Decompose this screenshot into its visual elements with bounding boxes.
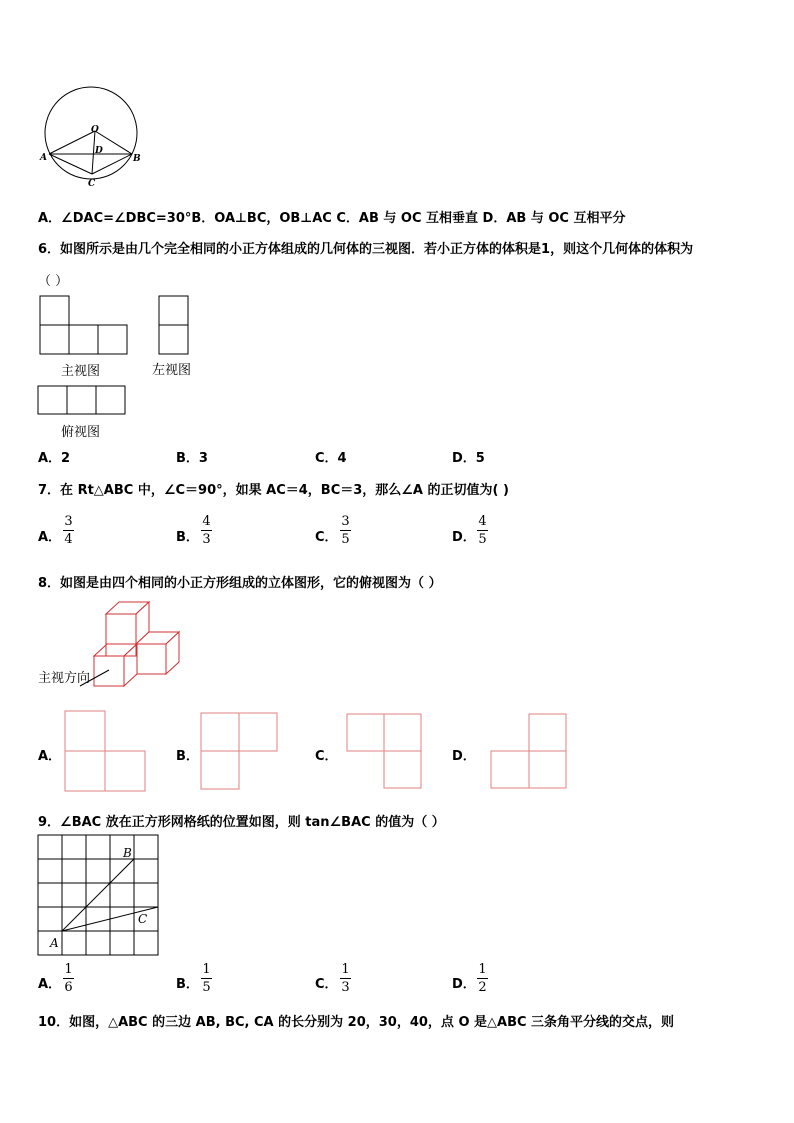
q8-option-c[interactable]: C． (315, 749, 338, 764)
q7-option-d-label[interactable]: D． (452, 530, 476, 545)
q9-stem: 9．∠BAC 放在正方形网格纸的位置如图，则 tan∠BAC 的值为（ ） (38, 815, 445, 830)
ray-ab (62, 859, 134, 931)
q6-option-b[interactable]: B．3 (176, 451, 208, 466)
q8-option-a[interactable]: A． (38, 749, 62, 764)
q7-option-c-label[interactable]: C． (315, 530, 338, 545)
q8-stem: 8．如图是由四个相同的小正方形组成的立体图形，它的俯视图为（ ） (38, 576, 442, 591)
q7-option-b-fraction: 4 3 (202, 514, 211, 547)
q7-stem: 7．在 Rt△ABC 中，∠C＝90°，如果 AC＝4，BC＝3，那么∠A 的正切值为( ) (38, 483, 509, 498)
q6-top-view (38, 386, 128, 418)
q7-option-a-fraction: 3 4 (64, 514, 73, 547)
label-c: C (88, 179, 96, 189)
segment-oa (49, 131, 95, 154)
q9-option-b-fraction: 1 5 (202, 962, 211, 995)
q7-option-a-label[interactable]: A． (38, 530, 62, 545)
q6-front-view (40, 296, 130, 356)
q7-option-b-label[interactable]: B． (176, 530, 199, 545)
grid-label-a: A (50, 936, 59, 950)
q9-option-a-fraction: 1 6 (64, 962, 73, 995)
q7-option-c-fraction: 3 5 (341, 514, 350, 547)
label-a: A (40, 153, 47, 163)
segment-bc (92, 154, 132, 174)
q9-option-a-label[interactable]: A． (38, 977, 62, 992)
q6-left-view (159, 296, 191, 356)
q5-circle-figure (40, 85, 141, 189)
label-d: D (95, 146, 103, 156)
q9-grid-figure (38, 835, 163, 960)
segment-ac (49, 154, 92, 174)
q9-option-c-label[interactable]: C． (315, 977, 338, 992)
q9-option-b-label[interactable]: B． (176, 977, 199, 992)
q8-option-d-figure[interactable] (491, 714, 571, 796)
label-b: B (133, 154, 141, 164)
q8-direction-label: 主视方向 (38, 671, 91, 686)
grid-label-b: B (123, 846, 132, 860)
label-o: O (91, 125, 99, 135)
q8-option-b-figure[interactable] (201, 713, 281, 795)
q8-option-c-figure[interactable] (347, 714, 427, 796)
q5-options: A．∠DAC=∠DBC=30°B．OA⊥BC，OB⊥AC C．AB 与 OC 互相垂直 D．AB 与 OC 互相平分 (38, 211, 626, 226)
q6-option-d[interactable]: D．5 (452, 451, 485, 466)
q6-top-view-caption: 俯视图 (61, 425, 101, 440)
q8-option-d[interactable]: D． (452, 749, 476, 764)
q8-option-a-figure[interactable] (65, 711, 149, 793)
q9-option-d-label[interactable]: D． (452, 977, 476, 992)
grid-label-c: C (138, 912, 148, 926)
q8-cubes-figure (92, 600, 252, 695)
q6-paren: （ ） (38, 274, 69, 289)
q7-option-d-fraction: 4 5 (478, 514, 487, 547)
q6-left-view-caption: 左视图 (152, 363, 192, 378)
q6-front-view-caption: 主视图 (61, 364, 101, 379)
q10-stem: 10．如图，△ABC 的三边 AB, BC, CA 的长分别为 20，30，40，点 O 是△ABC 三条角平分线的交点，则 (38, 1015, 675, 1030)
q8-option-b[interactable]: B． (176, 749, 199, 764)
q9-option-d-fraction: 1 2 (478, 962, 487, 995)
q9-option-c-fraction: 1 3 (341, 962, 350, 995)
q6-stem: 6．如图所示是由几个完全相同的小正方体组成的几何体的三视图．若小正方体的体积是1，则这个几何体的体积为 (38, 242, 694, 257)
q6-option-a[interactable]: A．2 (38, 451, 71, 466)
q6-option-c[interactable]: C．4 (315, 451, 347, 466)
